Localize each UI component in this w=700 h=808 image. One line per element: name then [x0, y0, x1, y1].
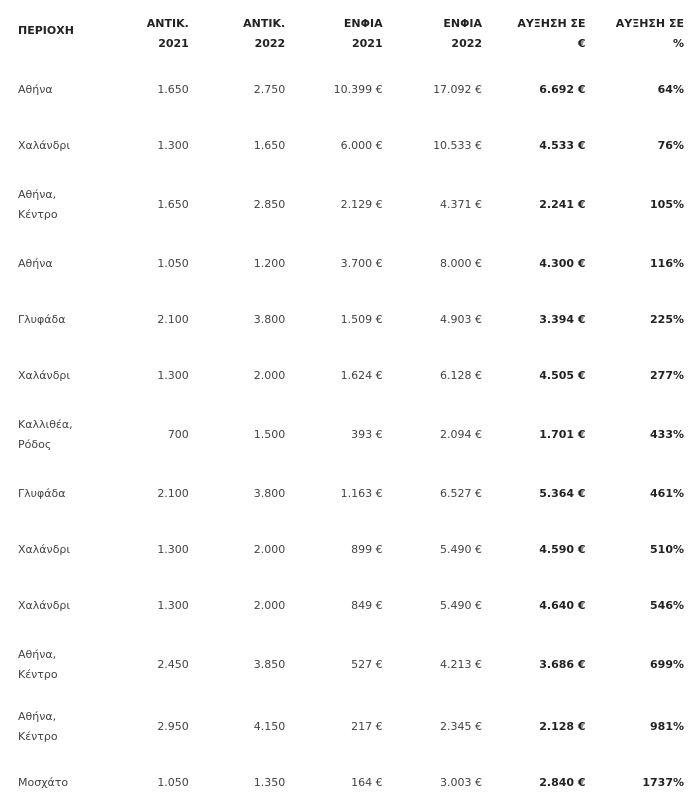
cell-increase-pct: 76% — [657, 139, 684, 152]
cell-area — [4, 236, 116, 292]
cell-enfia-2021: 3.700 € — [340, 257, 383, 270]
cell-increase-eur: 4.505 € — [539, 369, 586, 382]
cell-ant-2021: 700 — [167, 428, 189, 441]
cell-area-line2: Κέντρο — [18, 668, 58, 681]
cell-increase-eur: 2.840 € — [539, 776, 586, 789]
cell-ant-2021: 2.450 — [157, 658, 189, 671]
header-area-label: ΠΕΡΙΟΧΗ — [18, 24, 74, 37]
header-ant-2022-line1: ΑΝΤΙΚ. — [243, 17, 286, 30]
cell-area-line1: Γλυφάδα — [18, 487, 66, 500]
cell-area-line1: Αθήνα, — [18, 188, 57, 201]
cell-ant-2022: 2.000 — [253, 369, 286, 382]
cell-ant-2021: 1.300 — [157, 599, 189, 612]
cell-area — [4, 634, 116, 696]
cell-ant-2021: 1.300 — [157, 139, 189, 152]
cell-increase-pct: 105% — [650, 198, 684, 211]
table-row — [4, 118, 694, 174]
cell-enfia-2022: 4.903 € — [440, 313, 483, 326]
cell-area-line2: Ρόδος — [18, 438, 52, 451]
header-enfia-2022-line2: 2022 — [451, 37, 483, 50]
cell-ant-2022: 2.750 — [253, 83, 286, 96]
cell-area — [4, 522, 116, 578]
cell-area-line1: Χαλάνδρι — [18, 139, 71, 152]
table-body — [4, 62, 694, 808]
table-row — [4, 292, 694, 348]
cell-ant-2022: 3.800 — [253, 313, 286, 326]
header-row — [4, 0, 694, 62]
table-header — [4, 0, 694, 62]
table-row — [4, 634, 694, 696]
cell-enfia-2021: 1.624 € — [340, 369, 383, 382]
header-enfia-2021-line2: 2021 — [351, 37, 383, 50]
cell-enfia-2021: 217 € — [351, 720, 383, 733]
cell-area — [4, 758, 116, 808]
cell-ant-2022: 2.000 — [253, 543, 286, 556]
table-row — [4, 62, 694, 118]
cell-area-line1: Χαλάνδρι — [18, 599, 71, 612]
table-row — [4, 174, 694, 236]
cell-area-line1: Αθήνα, — [18, 710, 57, 723]
cell-increase-eur: 2.241 € — [539, 198, 586, 211]
cell-area-line1: Μοσχάτο — [18, 776, 69, 789]
cell-area — [4, 696, 116, 758]
cell-enfia-2022: 2.345 € — [440, 720, 483, 733]
cell-enfia-2022: 5.490 € — [440, 599, 483, 612]
table-row — [4, 696, 694, 758]
cell-increase-eur: 4.640 € — [539, 599, 586, 612]
cell-increase-pct: 64% — [657, 83, 684, 96]
cell-enfia-2021: 10.399 € — [333, 83, 383, 96]
cell-area-line1: Γλυφάδα — [18, 313, 66, 326]
cell-ant-2021: 1.050 — [157, 257, 189, 270]
header-increase-pct-line2: % — [672, 37, 684, 50]
table-row — [4, 522, 694, 578]
cell-increase-pct: 546% — [650, 599, 684, 612]
cell-increase-eur: 3.686 € — [539, 658, 586, 671]
cell-enfia-2022: 4.371 € — [440, 198, 483, 211]
header-increase-pct — [596, 0, 694, 62]
cell-area — [4, 292, 116, 348]
cell-enfia-2022: 17.092 € — [433, 83, 483, 96]
cell-enfia-2021: 849 € — [351, 599, 383, 612]
cell-area-line2: Κέντρο — [18, 208, 58, 221]
header-ant-2022-line2: 2022 — [254, 37, 286, 50]
cell-area — [4, 466, 116, 522]
cell-enfia-2021: 164 € — [351, 776, 383, 789]
cell-area — [4, 348, 116, 404]
header-increase-eur-line1: ΑΥΞΗΣΗ ΣΕ — [517, 17, 586, 30]
header-ant-2022 — [199, 0, 295, 62]
cell-increase-pct: 981% — [650, 720, 684, 733]
table-row — [4, 404, 694, 466]
header-increase-eur-line2: € — [577, 37, 586, 50]
cell-area-line2: Κέντρο — [18, 730, 58, 743]
header-enfia-2021-line1: ΕΝΦΙΑ — [343, 17, 383, 30]
table-row — [4, 236, 694, 292]
cell-area — [4, 62, 116, 118]
cell-area — [4, 578, 116, 634]
header-increase-eur — [492, 0, 596, 62]
cell-ant-2021: 1.300 — [157, 543, 189, 556]
cell-enfia-2021: 2.129 € — [340, 198, 383, 211]
cell-ant-2021: 2.100 — [157, 313, 189, 326]
table-row — [4, 348, 694, 404]
cell-enfia-2022: 6.527 € — [440, 487, 483, 500]
cell-increase-pct: 116% — [650, 257, 684, 270]
table-row — [4, 578, 694, 634]
table-row — [4, 758, 694, 808]
cell-increase-eur: 3.394 € — [539, 313, 586, 326]
cell-ant-2021: 1.050 — [157, 776, 189, 789]
cell-ant-2022: 4.150 — [253, 720, 286, 733]
cell-ant-2022: 3.800 — [253, 487, 286, 500]
cell-enfia-2021: 899 € — [351, 543, 383, 556]
cell-increase-pct: 1737% — [642, 776, 684, 789]
cell-enfia-2022: 5.490 € — [440, 543, 483, 556]
cell-ant-2022: 3.850 — [253, 658, 286, 671]
cell-area-line1: Αθήνα — [18, 83, 53, 96]
header-increase-pct-line1: ΑΥΞΗΣΗ ΣΕ — [615, 17, 684, 30]
header-ant-2021-line2: 2021 — [158, 37, 189, 50]
cell-increase-pct: 461% — [650, 487, 684, 500]
cell-enfia-2021: 527 € — [351, 658, 383, 671]
enfia-table — [4, 0, 694, 808]
cell-enfia-2022: 2.094 € — [440, 428, 483, 441]
cell-increase-eur: 5.364 € — [539, 487, 586, 500]
cell-increase-eur: 6.692 € — [539, 83, 586, 96]
cell-enfia-2021: 1.163 € — [340, 487, 383, 500]
cell-increase-eur: 2.128 € — [539, 720, 586, 733]
cell-ant-2021: 1.300 — [157, 369, 189, 382]
cell-enfia-2022: 3.003 € — [440, 776, 483, 789]
cell-ant-2022: 2.850 — [253, 198, 286, 211]
cell-area — [4, 174, 116, 236]
cell-area — [4, 118, 116, 174]
cell-increase-eur: 4.533 € — [539, 139, 586, 152]
cell-enfia-2022: 10.533 € — [433, 139, 483, 152]
cell-enfia-2022: 6.128 € — [440, 369, 483, 382]
cell-area-line1: Καλλιθέα, — [18, 418, 73, 431]
cell-ant-2022: 2.000 — [253, 599, 286, 612]
cell-ant-2021: 1.650 — [157, 198, 189, 211]
cell-ant-2021: 1.650 — [157, 83, 189, 96]
header-enfia-2022-line1: ΕΝΦΙΑ — [443, 17, 483, 30]
cell-area-line1: Αθήνα — [18, 257, 53, 270]
cell-area-line1: Χαλάνδρι — [18, 369, 71, 382]
cell-area-line1: Χαλάνδρι — [18, 543, 71, 556]
cell-enfia-2022: 4.213 € — [440, 658, 483, 671]
cell-ant-2022: 1.200 — [253, 257, 286, 270]
cell-enfia-2021: 6.000 € — [340, 139, 383, 152]
cell-enfia-2021: 393 € — [351, 428, 383, 441]
cell-increase-pct: 225% — [650, 313, 684, 326]
cell-ant-2022: 1.350 — [253, 776, 286, 789]
cell-ant-2022: 1.650 — [253, 139, 286, 152]
header-enfia-2022 — [393, 0, 492, 62]
cell-increase-eur: 4.300 € — [539, 257, 586, 270]
cell-increase-eur: 1.701 € — [539, 428, 586, 441]
cell-enfia-2022: 8.000 € — [440, 257, 483, 270]
cell-increase-pct: 433% — [650, 428, 684, 441]
table-row — [4, 466, 694, 522]
cell-ant-2021: 2.950 — [157, 720, 189, 733]
cell-increase-pct: 699% — [650, 658, 684, 671]
header-area — [4, 0, 116, 62]
cell-enfia-2021: 1.509 € — [340, 313, 383, 326]
header-ant-2021 — [116, 0, 199, 62]
header-enfia-2021 — [295, 0, 392, 62]
cell-increase-eur: 4.590 € — [539, 543, 586, 556]
cell-ant-2022: 1.500 — [253, 428, 286, 441]
cell-increase-pct: 510% — [650, 543, 684, 556]
header-ant-2021-line1: ΑΝΤΙΚ. — [146, 17, 189, 30]
cell-area — [4, 404, 116, 466]
cell-ant-2021: 2.100 — [157, 487, 189, 500]
cell-area-line1: Αθήνα, — [18, 648, 57, 661]
cell-increase-pct: 277% — [650, 369, 684, 382]
